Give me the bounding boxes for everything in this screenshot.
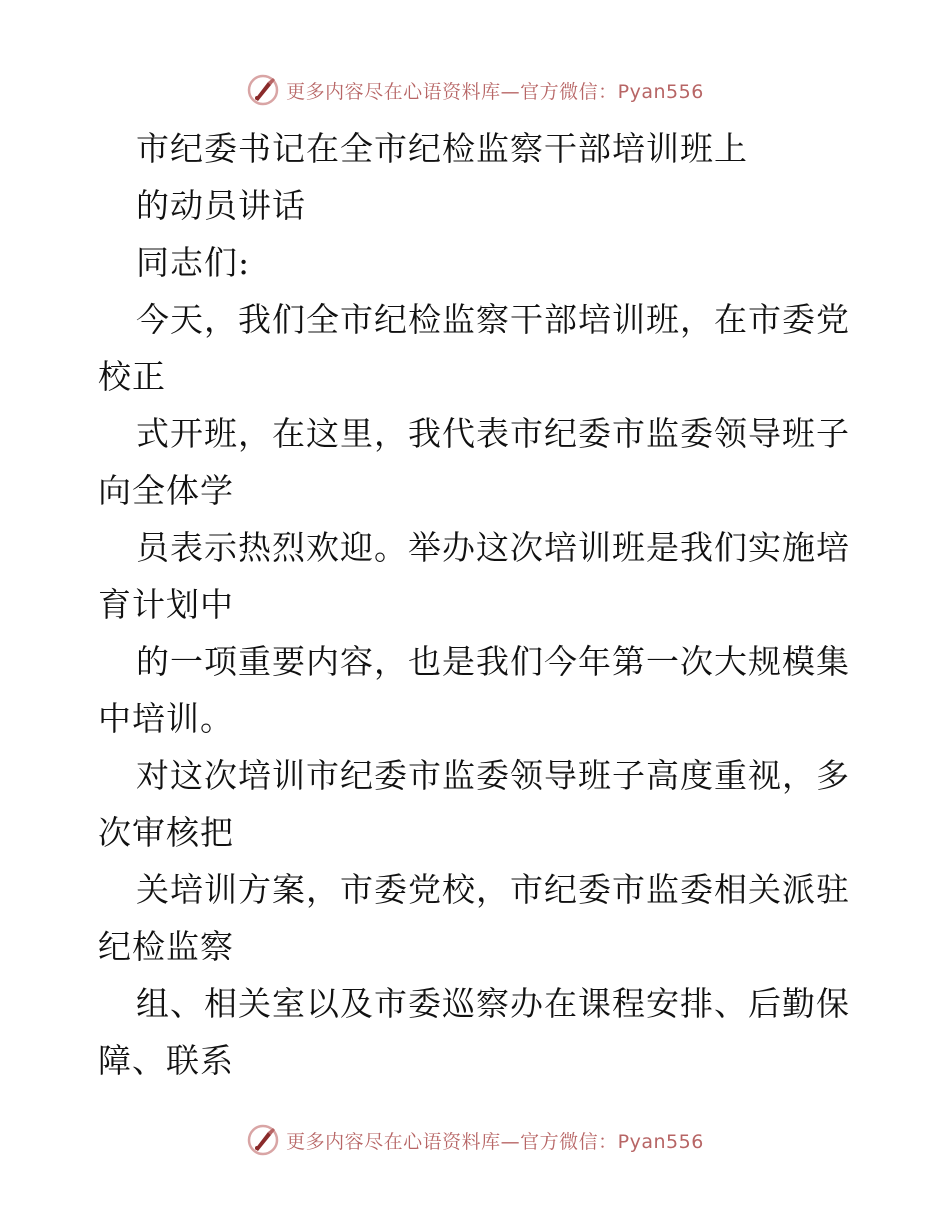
document-line: 今天，我们全市纪检监察干部培训班，在市委党 xyxy=(136,300,850,339)
banner-text: 更多内容尽在心语资料库—官方微信：Pyan556 xyxy=(286,80,704,103)
document-line: 纪检监察 xyxy=(98,927,234,966)
document-line: 对这次培训市纪委市监委领导班子高度重视，多 xyxy=(136,756,850,795)
document-line: 关培训方案，市委党校，市纪委市监委相关派驻 xyxy=(136,870,850,909)
document-body xyxy=(98,120,858,1089)
banner-text: 更多内容尽在心语资料库—官方微信：Pyan556 xyxy=(286,1130,704,1153)
header-banner xyxy=(0,70,950,110)
document-line: 校正 xyxy=(98,357,166,396)
document-line: 同志们: xyxy=(136,243,251,282)
document-line: 组、相关室以及市委巡察办在课程安排、后勤保 xyxy=(136,984,850,1023)
document-line: 次审核把 xyxy=(98,813,234,852)
document-line: 向全体学 xyxy=(98,471,234,510)
document-line: 的动员讲话 xyxy=(136,186,306,225)
document-line: 育计划中 xyxy=(98,585,234,624)
document-line: 式开班，在这里，我代表市纪委市监委领导班子 xyxy=(136,414,850,453)
document-line: 的一项重要内容，也是我们今年第一次大规模集 xyxy=(136,642,850,681)
quill-logo-icon xyxy=(246,73,280,107)
quill-logo-icon xyxy=(246,1123,280,1157)
document-line: 障、联系 xyxy=(98,1041,234,1080)
document-line: 中培训。 xyxy=(98,699,234,738)
footer-banner xyxy=(0,1120,950,1160)
document-line: 市纪委书记在全市纪检监察干部培训班上 xyxy=(136,129,748,168)
document-line: 员表示热烈欢迎。举办这次培训班是我们实施培 xyxy=(136,528,850,567)
